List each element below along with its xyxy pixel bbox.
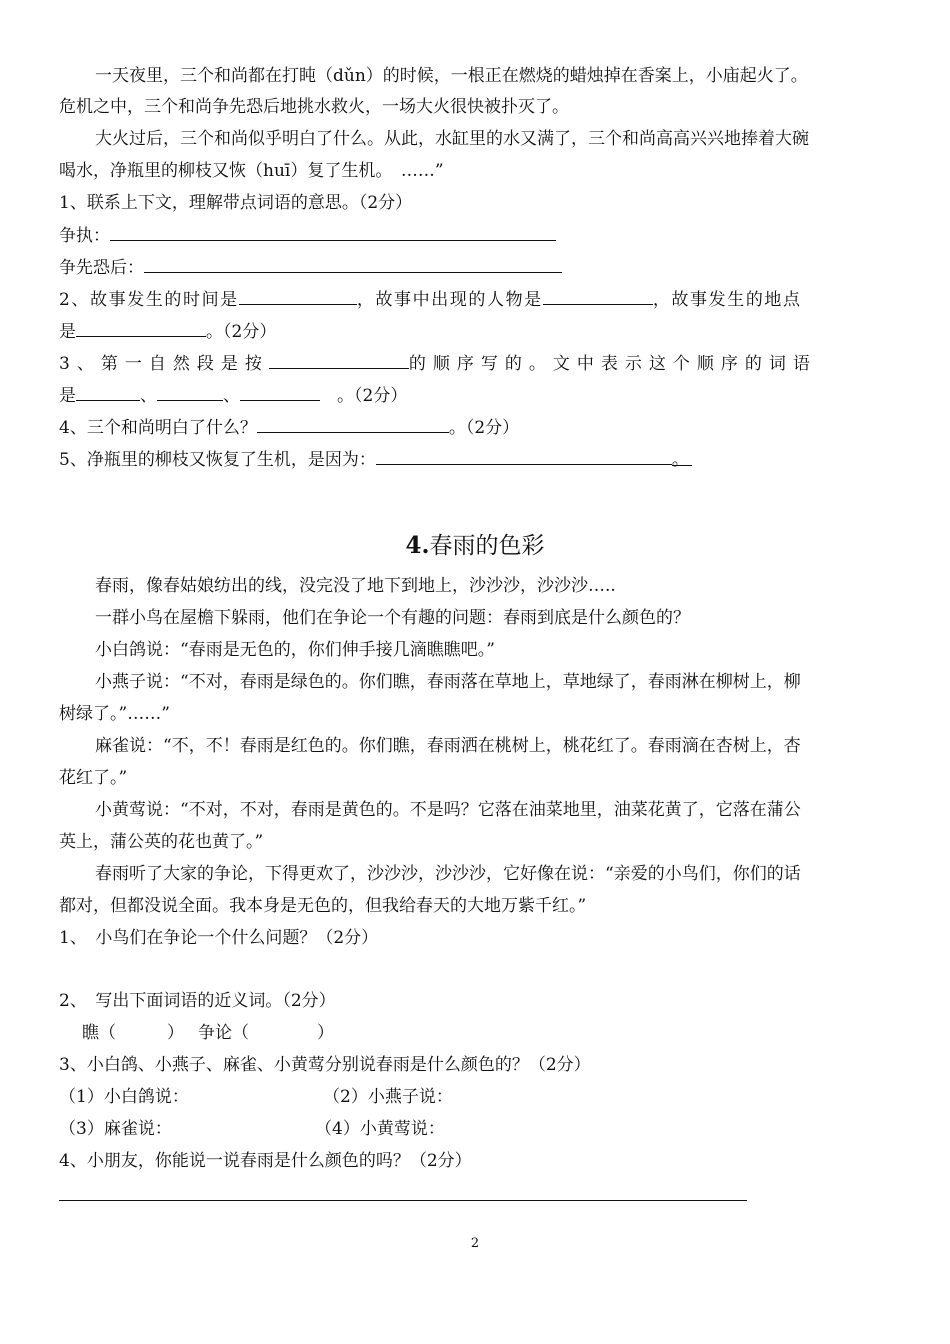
passage-line: 一群小鸟在屋檐下躲雨，他们在争论一个有趣的问题：春雨到底是什么颜色的？ — [95, 608, 690, 628]
passage-line: 都对，但都没说全面。我本身是无色的，但我给春天的大地万紫千红。” — [59, 896, 587, 916]
story-line: 喝水，净瓶里的柳枝又恢（huī）复了生机。 ……” — [59, 161, 444, 181]
synonym-word-2[interactable]: 争论（ ） — [198, 1023, 334, 1043]
answer-line[interactable] — [59, 1200, 747, 1201]
question-2-text: 。（2分） — [206, 322, 277, 342]
question-s2-2-words — [82, 1023, 917, 1043]
answer-prompt-3: （3）麻雀说： — [59, 1119, 172, 1139]
question-2-cont — [59, 321, 894, 342]
separator: 、 — [223, 386, 240, 406]
passage-line: 春雨，像春姑娘纺出的线，没完没了地下到地上，沙沙沙，沙沙沙….. — [95, 576, 616, 596]
passage-line: 小白鸽说：“春雨是无色的，你们伸手接几滴瞧瞧吧。” — [95, 640, 495, 660]
section-title — [0, 531, 950, 561]
answer-blank[interactable] — [239, 289, 357, 305]
passage-line: 花红了。” — [59, 768, 128, 788]
question-3-text: 。（2分） — [337, 386, 408, 406]
section-title-text: 春雨的色彩 — [429, 533, 545, 559]
question-1a-label: 争执： — [59, 226, 110, 246]
section-number: 4. — [405, 532, 430, 559]
question-4-text: 。（2分） — [448, 418, 520, 438]
story-line: 一天夜里，三个和尚都在打盹（dǔn）的时候，一根正在燃烧的蜡烛掉在香案上，小庙起火了。 — [95, 66, 808, 86]
question-s2-1: 1、 小鸟们在争论一个什么问题？（2分） — [59, 928, 379, 948]
passage-line: 春雨听了大家的争论，下得更欢了，沙沙沙，沙沙沙，它好像在说：“亲爱的小鸟们，你们的话 — [95, 864, 801, 884]
answer-blank[interactable] — [269, 353, 409, 369]
answer-blank[interactable] — [240, 385, 320, 401]
answer-blank[interactable] — [543, 289, 653, 305]
answer-blank[interactable] — [76, 321, 206, 337]
question-s2-2: 2、 写出下面词语的近义词。（2分） — [59, 991, 336, 1011]
question-2-text: 是 — [59, 322, 76, 342]
story-line: 危机之中，三个和尚争先恐后地挑水救火，一场大火很快被扑灭了。 — [59, 97, 569, 117]
question-3-text: 是 — [59, 386, 76, 406]
question-s2-3: 3、小白鸽、小燕子、麻雀、小黄莺分别说春雨是什么颜色的？（2分） — [59, 1055, 591, 1075]
answer-prompt-1: （1）小白鸽说： — [59, 1087, 189, 1107]
question-2-text: ，故事发生的地点 — [652, 290, 802, 310]
answer-blank[interactable] — [110, 225, 556, 241]
answer-blank[interactable] — [76, 385, 140, 401]
answer-prompt-2: （2）小燕子说： — [323, 1087, 453, 1107]
separator: 、 — [140, 386, 157, 406]
question-4-text: 4、三个和尚明白了什么？ — [59, 418, 257, 438]
answer-prompt-4: （4）小黄莺说： — [315, 1119, 445, 1139]
question-3-text: 3、第一自然段是按 — [59, 354, 269, 374]
question-2-text: ，故事中出现的人物是 — [356, 290, 543, 310]
question-1a — [59, 225, 894, 246]
question-1: 1、联系上下文，理解带点词语的意思。（2分） — [59, 193, 413, 213]
question-2-text: 2、故事发生的时间是 — [59, 290, 239, 310]
synonym-word-1[interactable]: 瞧（ ） — [82, 1023, 184, 1043]
answer-blank[interactable] — [157, 385, 223, 401]
passage-line: 树绿了。”……” — [59, 704, 170, 724]
question-1b — [59, 257, 894, 278]
question-3-cont — [59, 385, 894, 406]
passage-line: 英上，蒲公英的花也黄了。” — [59, 832, 264, 852]
answer-blank[interactable] — [257, 417, 449, 433]
question-s2-4: 4、小朋友，你能说一说春雨是什么颜色的吗？（2分） — [59, 1151, 472, 1171]
question-3 — [59, 353, 894, 374]
answer-blank[interactable] — [144, 257, 562, 273]
question-5 — [59, 449, 894, 470]
question-4 — [59, 417, 894, 438]
question-5-text: 5、净瓶里的柳枝又恢复了生机，是因为： — [59, 450, 376, 470]
answer-blank[interactable] — [376, 449, 672, 465]
question-2 — [59, 289, 894, 310]
question-3-text: 的顺序写的。文中表示这个顺序的词语 — [408, 354, 817, 374]
question-5-text: 。 — [672, 450, 692, 466]
passage-line: 麻雀说：“不，不！春雨是红色的。你们瞧，春雨洒在桃树上，桃花红了。春雨滴在杏树上，杏 — [95, 736, 801, 756]
question-1b-label: 争先恐后： — [59, 258, 144, 278]
passage-line: 小黄莺说：“不对，不对，春雨是黄色的。不是吗？它落在油菜地里，油菜花黄了，它落在蒲公 — [95, 800, 801, 820]
story-line: 大火过后，三个和尚似乎明白了什么。从此，水缸里的水又满了，三个和尚高高兴兴地捧着大碗 — [95, 129, 809, 149]
page-number: 2 — [470, 1236, 480, 1251]
passage-line: 小燕子说：“不对，春雨是绿色的。你们瞧，春雨落在草地上，草地绿了，春雨淋在柳树上，柳 — [95, 672, 801, 692]
